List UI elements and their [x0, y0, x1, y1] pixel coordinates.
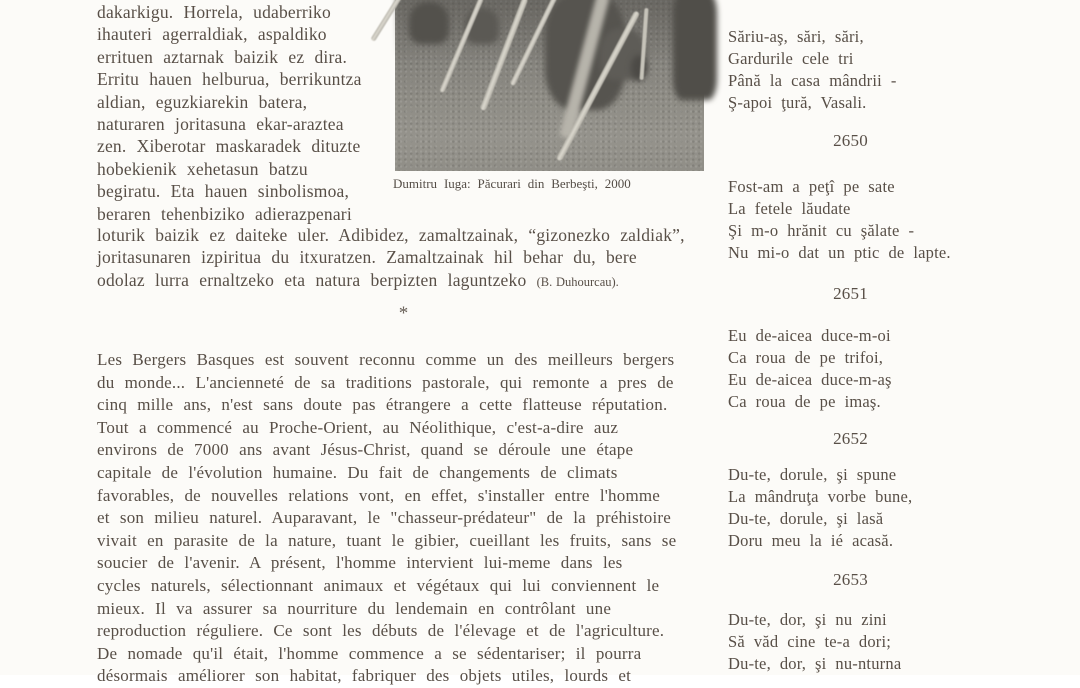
- french-line: du monde... L'ancienneté de sa traditions pastorale, qui remonte a pres de: [97, 372, 674, 392]
- basque-text-column: [97, 1, 397, 225]
- basque-line: dakarkigu. Horrela, udaberriko: [97, 2, 331, 22]
- french-paragraph: [97, 349, 722, 688]
- verse-stanza: [728, 325, 892, 413]
- french-line: reproduction réguliere. Ce sont les débuts de l'élevage et de l'agriculture.: [97, 621, 665, 641]
- source-attribution: (B. Duhourcau).: [536, 274, 619, 289]
- verse-stanza: [728, 176, 951, 264]
- verse-line: La fetele lăudate: [728, 198, 851, 218]
- basque-line-text: odolaz lurra ernaltzeko eta natura berpizten laguntzeko: [97, 269, 527, 290]
- photo-figure: [673, 0, 717, 100]
- french-line: Les Bergers Basques est souvent reconnu comme un des meilleurs bergers: [97, 350, 675, 369]
- verse-number: 2651: [833, 284, 868, 303]
- french-line: environs de 7000 ans avant Jésus-Christ, quand se déroule une étape: [97, 440, 634, 460]
- french-line: De nomade qu'il était, l'homme commence a se sédentariser; il pourra: [97, 643, 642, 663]
- french-line: vivait en parasite de la nature, tuant le gibier, cueillant les fruits, sans se: [97, 530, 677, 550]
- french-line-clipped: désormais améliorer son habitat, fabriquer des objets utiles, lourds et: [97, 666, 632, 686]
- basque-line: aldian, eguzkiarekin batera,: [97, 91, 308, 112]
- basque-line: ihauteri agerraldiak, aspaldiko: [97, 24, 327, 45]
- verse-line: Nu mi-o dat un ptic de lapte.: [728, 242, 951, 262]
- french-line: soucier de l'avenir. A présent, l'homme intervient lui-meme dans les: [97, 553, 623, 573]
- basque-line: loturik baizik ez daiteke uler. Adibidez, zamaltzainak, “gizonezko zaldiak”,: [97, 225, 685, 245]
- verse-line: Ş-apoi ţură, Vasali.: [728, 92, 867, 112]
- basque-line: errituen aztarnak baizik ez dira.: [97, 46, 348, 67]
- section-separator: *: [398, 303, 409, 324]
- verse-number: 2652: [833, 429, 868, 448]
- basque-line: hobekienik xehetasun batzu: [97, 158, 308, 179]
- verse-stanza: [728, 26, 897, 114]
- basque-line: naturaren joritasuna ekar-araztea: [97, 114, 344, 135]
- verse-line: Fost-am a peţî pe sate: [728, 177, 895, 196]
- basque-text-wide: [97, 224, 717, 293]
- french-line: cinq mille ans, n'est sans doute pas étrangere a cette flatteuse réputation.: [97, 395, 668, 415]
- french-line: Tout a commencé au Proche-Orient, au Néolithique, c'est-a-dire auz: [97, 417, 619, 437]
- verse-line: Eu de-aicea duce-m-aş: [728, 369, 892, 389]
- verse-line: Gardurile cele tri: [728, 48, 854, 68]
- verse-stanza: [728, 609, 901, 675]
- verse-line: Şi m-o hrănit cu şălate -: [728, 220, 915, 240]
- french-line: cycles naturels, sélectionnant animaux et végétaux qui lui conviennent le: [97, 575, 660, 595]
- verse-line: Eu de-aicea duce-m-oi: [728, 326, 891, 345]
- photo-caption: Dumitru Iuga: Păcurari din Berbeşti, 2000: [393, 176, 631, 191]
- verse-line: Du-te, dorule, şi spune: [728, 465, 897, 484]
- verse-line: Până la casa mândrii -: [728, 70, 897, 90]
- french-line: capitale de l'évolution humaine. Du fait de changements de climats: [97, 462, 618, 482]
- basque-line: Erritu hauen helburua, berrikuntza: [97, 69, 362, 90]
- verse-line: Du-te, dor, şi nu-nturna: [728, 653, 902, 673]
- basque-line: beraren tehenbiziko adierazpenari: [97, 203, 352, 224]
- verse-line: Ca roua de pe imaş.: [728, 391, 881, 411]
- verse-line: Ca roua de pe trifoi,: [728, 347, 884, 367]
- verse-line: Du-te, dorule, şi lasă: [728, 508, 884, 528]
- basque-line: begiratu. Eta hauen sinbolismoa,: [97, 181, 350, 202]
- verse-line: La mândruţa vorbe bune,: [728, 486, 913, 506]
- basque-line: joritasunaren izpiritua du itxuratzen. Zamaltzainak hil behar du, bere: [97, 247, 637, 268]
- verse-line: Săriu-aş, sări, sări,: [728, 27, 864, 46]
- french-line: mieux. Il va assurer sa nourriture du lendemain en contrôlant une: [97, 598, 612, 618]
- photo-figure: [409, 2, 449, 44]
- verse-number: 2650: [833, 131, 868, 150]
- basque-line: zen. Xiberotar maskaradek dituzte: [97, 136, 361, 157]
- verse-line: Du-te, dor, şi nu zini: [728, 610, 887, 629]
- basque-line: [97, 269, 717, 293]
- french-line: et son milieu naturel. Auparavant, le "chasseur-prédateur" de la préhistoire: [97, 508, 672, 528]
- verse-line: Să văd cine te-a dori;: [728, 631, 892, 651]
- photo-shepherd-staves: [395, 0, 704, 171]
- french-line: favorables, de nouvelles relations vont, en effet, s'installer entre l'homme: [97, 485, 661, 505]
- verse-line: Doru meu la ié acasă.: [728, 530, 894, 550]
- verse-number: 2653: [833, 570, 868, 589]
- verse-stanza: [728, 464, 912, 552]
